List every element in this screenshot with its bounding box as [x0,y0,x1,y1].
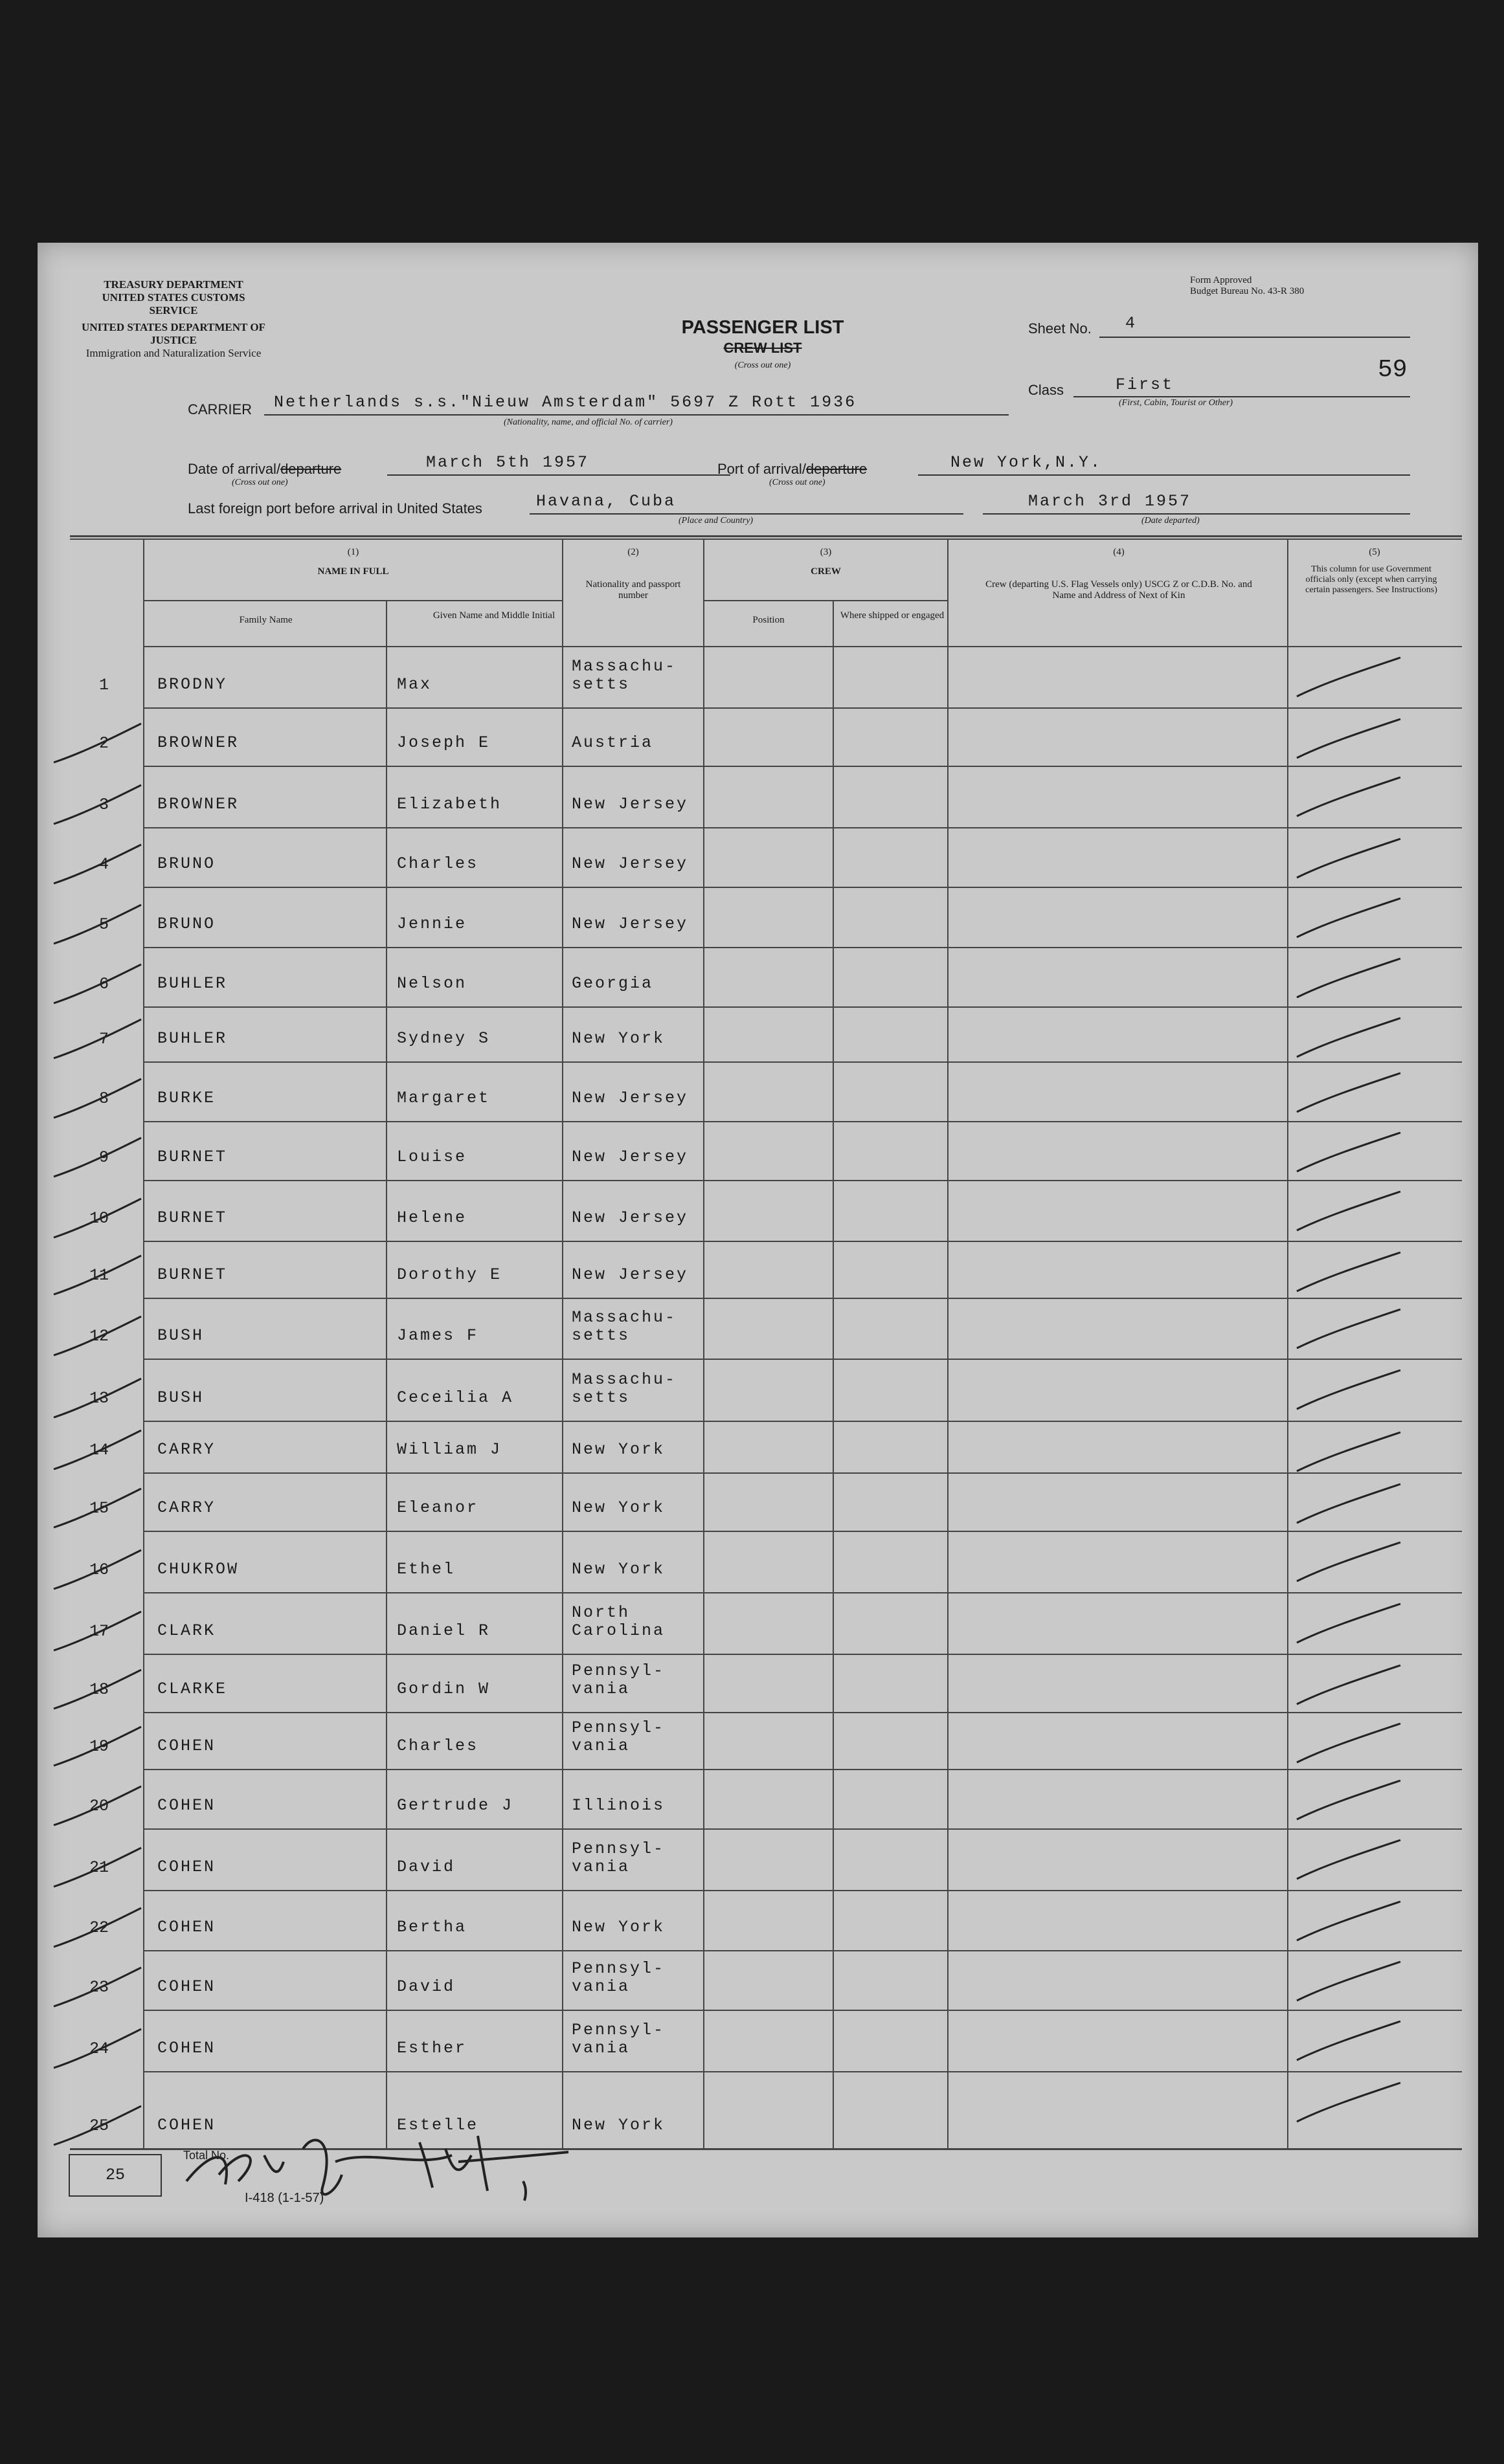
nationality: Pennsyl- vania [572,1959,666,1996]
nationality: Austria [572,733,654,752]
given-name: Charles [397,1737,479,1755]
family-name: BURNET [157,1148,228,1166]
margin-tick-icon [51,898,148,950]
check-mark-icon [1284,1536,1413,1588]
carrier-label: CARRIER [188,401,253,417]
dept-line-1: TREASURY DEPARTMENT [104,278,243,291]
given-name: Esther [397,2039,467,2058]
family-name: BURNET [157,1265,228,1284]
row-number: 25 [89,2116,109,2135]
margin-tick-icon [51,717,148,769]
nationality: Illinois [572,1796,666,1815]
sheet-label: Sheet No. [1028,320,1092,337]
given-name: Bertha [397,1918,467,1937]
family-name: BRODNY [157,675,228,694]
family-name: COHEN [157,1977,216,1996]
given-name: David [397,1977,456,1996]
date-value: March 5th 1957 [426,453,590,472]
row-number: 17 [89,1622,109,1641]
check-mark-icon [1284,1597,1413,1649]
col1-family: Family Name [239,615,293,625]
form-number: I-418 (1-1-57) [245,2191,324,2205]
family-name: BROWNER [157,733,240,752]
col4-title: Crew (departing U.S. Flag Vessels only) USCG Z or C.D.B. No. and Name and Address of Next of Kin [985,579,1252,601]
port-note: (Cross out one) [769,478,825,487]
given-name: Helene [397,1208,467,1227]
class-value: First [1116,375,1174,394]
margin-tick-icon [51,2100,148,2151]
family-name: COHEN [157,1918,216,1937]
family-name: CARRY [157,1440,216,1459]
nationality: New York [572,1918,666,1937]
col3-num: (3) [820,547,832,557]
nationality: New York [572,1498,666,1517]
margin-tick-icon [51,1310,148,1362]
margin-tick-icon [51,1720,148,1772]
margin-tick-icon [51,1482,148,1534]
check-mark-icon [1284,1246,1413,1298]
row-number: 24 [89,2039,109,2058]
check-mark-icon [1284,1895,1413,1947]
row-number: 3 [98,795,109,814]
margin-tick-icon [51,1841,148,1893]
row-number: 6 [98,975,109,993]
date-note: (Cross out one) [232,478,288,487]
col5-num: (5) [1369,547,1380,557]
margin-tick-icon [51,1424,148,1476]
margin-tick-icon [51,779,148,830]
col3-position: Position [752,615,785,625]
given-name: William J [397,1440,502,1459]
last-port-note: (Place and Country) [679,516,754,526]
family-name: BUSH [157,1388,205,1407]
check-mark-icon [1284,2076,1413,2128]
row-number: 10 [89,1209,109,1228]
check-mark-icon [1284,892,1413,944]
given-name: Elizabeth [397,795,502,814]
given-name: Max [397,675,432,694]
budget-bureau: Budget Bureau No. 43-R 380 [1190,286,1305,296]
family-name: BURKE [157,1089,216,1107]
carrier-value: Netherlands s.s."Nieuw Amsterdam" 5697 Z Rott 1936 [274,393,857,412]
nationality: North Carolina [572,1603,666,1640]
given-name: Sydney S [397,1029,491,1048]
carrier-note: (Nationality, name, and official No. of carrier) [504,417,673,427]
port-label-text: Port of arrival/ [717,461,806,477]
dept-line-4: Immigration and Naturalization Service [85,347,262,359]
nationality: Pennsyl- vania [572,1839,666,1876]
margin-tick-icon [51,1544,148,1595]
margin-tick-icon [51,1131,148,1183]
total-label: Total No. [183,2149,230,2162]
family-name: BUSH [157,1326,205,1345]
row-number: 19 [89,1737,109,1756]
nationality: Georgia [572,974,654,993]
last-port-label: Last foreign port before arrival in United States [188,500,482,516]
margin-tick-icon [51,1780,148,1832]
nationality: Pennsyl- vania [572,1718,666,1755]
given-name: Ceceilia A [397,1388,514,1407]
row-number: 8 [98,1089,109,1108]
row-number: 12 [89,1327,109,1346]
check-mark-icon [1284,1426,1413,1478]
given-name: Louise [397,1148,467,1166]
family-name: COHEN [157,2039,216,2058]
family-name: COHEN [157,1796,216,1815]
row-number: 22 [89,1918,109,1937]
family-name: COHEN [157,1858,216,1876]
dept-line-2: UNITED STATES CUSTOMS SERVICE [102,291,245,316]
col5-title: This column for use Government officials only (except when carrying certain passengers. See Instructions) [1305,564,1437,595]
form-title-note: (Cross out one) [734,361,791,370]
given-name: James F [397,1326,479,1345]
given-name: Ethel [397,1560,456,1579]
given-name: Charles [397,854,479,873]
row-number: 4 [98,855,109,874]
nationality: New York [572,1029,666,1048]
check-mark-icon [1284,952,1413,1004]
check-mark-icon [1284,1364,1413,1415]
family-name: BUHLER [157,1029,228,1048]
margin-tick-icon [51,1663,148,1715]
row-number: 18 [89,1680,109,1699]
form-title: PASSENGER LIST [681,317,844,338]
col2-title: Nationality and passport number [585,579,681,601]
last-port-value: Havana, Cuba [536,492,677,511]
given-name: Daniel R [397,1621,491,1640]
given-name: Eleanor [397,1498,479,1517]
row-number: 13 [89,1389,109,1408]
margin-tick-icon [51,1605,148,1657]
given-name: David [397,1858,456,1876]
form-approved-block [1190,275,1304,297]
check-mark-icon [1284,1659,1413,1711]
sheet-value: 4 [1125,314,1138,333]
family-name: CLARKE [157,1680,228,1698]
row-number: 20 [89,1797,109,1815]
port-label-struck: departure [805,461,868,477]
check-mark-icon [1284,1303,1413,1355]
row-number: 16 [89,1560,109,1579]
row-number: 21 [89,1858,109,1877]
col1-num: (1) [347,547,359,557]
port-label [717,461,867,478]
col1-title: NAME IN FULL [317,566,389,577]
check-mark-icon [1284,1012,1413,1063]
nationality: New York [572,2116,666,2135]
class-label: Class [1028,382,1064,398]
nationality: New York [572,1560,666,1579]
nationality: New Jersey [572,1148,689,1166]
total-box: 25 [69,2154,162,2197]
row-number: 15 [89,1499,109,1518]
margin-tick-icon [51,1902,148,1953]
check-mark-icon [1284,832,1413,884]
check-mark-icon [1284,1067,1413,1118]
date-label-text: Date of arrival/ [188,461,281,477]
margin-tick-icon [51,1072,148,1124]
nationality: Pennsyl- vania [572,1661,666,1698]
passenger-list-form [38,243,1478,2237]
row-number: 2 [98,734,109,753]
margin-tick-icon [51,1013,148,1065]
nationality: Massachu- setts [572,657,677,694]
row-number: 11 [89,1266,109,1285]
row-number: 7 [98,1030,109,1049]
nationality: New York [572,1440,666,1459]
dept-block [76,278,271,360]
given-name: Joseph E [397,733,491,752]
family-name: COHEN [157,2116,216,2135]
check-mark-icon [1284,1185,1413,1237]
family-name: CLARK [157,1621,216,1640]
margin-tick-icon [51,1372,148,1424]
given-name: Dorothy E [397,1265,502,1284]
nationality: Massachu- setts [572,1370,677,1407]
form-approved: Form Approved [1190,275,1252,285]
check-mark-icon [1284,1834,1413,1885]
family-name: CHUKROW [157,1560,240,1579]
nationality: New Jersey [572,1089,689,1107]
family-name: BUHLER [157,974,228,993]
check-mark-icon [1284,1955,1413,2007]
given-name: Nelson [397,974,467,993]
col1-given: Given Name and Middle Initial [432,610,556,621]
family-name: BRUNO [157,854,216,873]
class-note: (First, Cabin, Tourist or Other) [1119,398,1233,408]
date-label [188,461,341,478]
page-number: 59 [1378,356,1408,384]
col2-num: (2) [627,547,639,557]
nationality: Pennsyl- vania [572,2021,666,2058]
date-label-struck: departure [280,461,342,477]
nationality: Massachu- setts [572,1308,677,1345]
given-name: Estelle [397,2116,479,2135]
given-name: Margaret [397,1089,491,1107]
nationality: New Jersey [572,915,689,933]
given-name: Gertrude J [397,1796,514,1815]
given-name: Gordin W [397,1680,491,1698]
check-mark-icon [1284,1717,1413,1769]
signature-icon [174,2123,627,2207]
date-departed-note: (Date departed) [1141,516,1200,526]
row-number: 1 [98,676,109,694]
margin-tick-icon [51,838,148,890]
check-mark-icon [1284,2015,1413,2067]
margin-tick-icon [51,1249,148,1301]
given-name: Jennie [397,915,467,933]
check-mark-icon [1284,651,1413,703]
check-mark-icon [1284,713,1413,764]
family-name: COHEN [157,1737,216,1755]
row-number: 5 [98,915,109,934]
dept-line-3: UNITED STATES DEPARTMENT OF JUSTICE [82,321,265,346]
row-number: 14 [89,1441,109,1460]
date-departed-value: March 3rd 1957 [1028,492,1192,511]
check-mark-icon [1284,771,1413,823]
form-title-struck: CREW LIST [723,340,802,356]
nationality: New Jersey [572,1265,689,1284]
port-value: New York,N.Y. [950,453,1103,472]
col3-title: CREW [811,566,841,577]
nationality: New Jersey [572,854,689,873]
margin-tick-icon [51,1961,148,2013]
nationality: New Jersey [572,1208,689,1227]
col4-num: (4) [1113,547,1125,557]
row-number: 23 [89,1978,109,1997]
nationality: New Jersey [572,795,689,814]
check-mark-icon [1284,1774,1413,1826]
margin-tick-icon [51,958,148,1010]
margin-tick-icon [51,2023,148,2074]
margin-tick-icon [51,1192,148,1244]
family-name: CARRY [157,1498,216,1517]
check-mark-icon [1284,1478,1413,1529]
col3-where: Where shipped or engaged [840,610,945,621]
check-mark-icon [1284,1126,1413,1178]
family-name: BRUNO [157,915,216,933]
family-name: BURNET [157,1208,228,1227]
family-name: BROWNER [157,795,240,814]
row-number: 9 [98,1148,109,1167]
